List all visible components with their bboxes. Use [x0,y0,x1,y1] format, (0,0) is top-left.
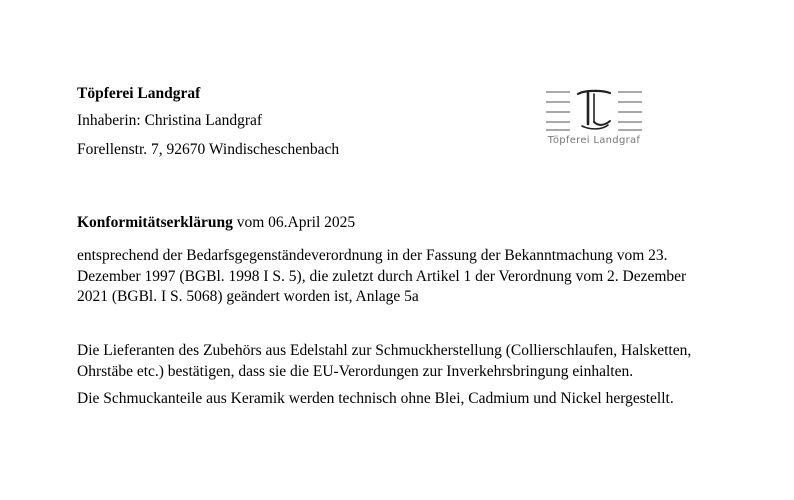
address-line: Forellenstr. 7, 92670 Windischeschenbach [77,141,340,158]
legal-basis-paragraph: entsprechend der Bedarfsgegenständeverordnung in der Fassung der Bekanntmachung vom 23. Dezember 1997 (BGBl. 1998 I S. 5), die zuletzt durch Artikel 1 der Verordnung vom 2. Dezember 2021 (BGBl. I S. 5068) geändert worden ist, Anlage 5a [77,247,687,305]
company-name: Töpferei Landgraf [77,85,201,102]
declaration-heading [77,213,355,233]
logo-monogram-icon [544,88,644,134]
declaration-title: Konformitätserklärung [77,214,233,231]
company-logo [544,88,644,152]
logo-caption: Töpferei Landgraf [547,135,641,146]
ceramic-paragraph: Die Schmuckanteile aus Keramik werden technisch ohne Blei, Cadmium und Nickel hergestellt. [77,390,674,407]
supplier-paragraph: Die Lieferanten des Zubehörs aus Edelstahl zur Schmuckherstellung (Collierschlaufen, Halsketten, Ohrstäbe etc.) bestätigen, dass sie die EU-Verordungen zur Inverkehrsbringung einhalten. [77,342,692,380]
declaration-date: vom 06.April 2025 [232,214,356,231]
owner-line: Inhaberin: Christina Landgraf [77,112,263,129]
